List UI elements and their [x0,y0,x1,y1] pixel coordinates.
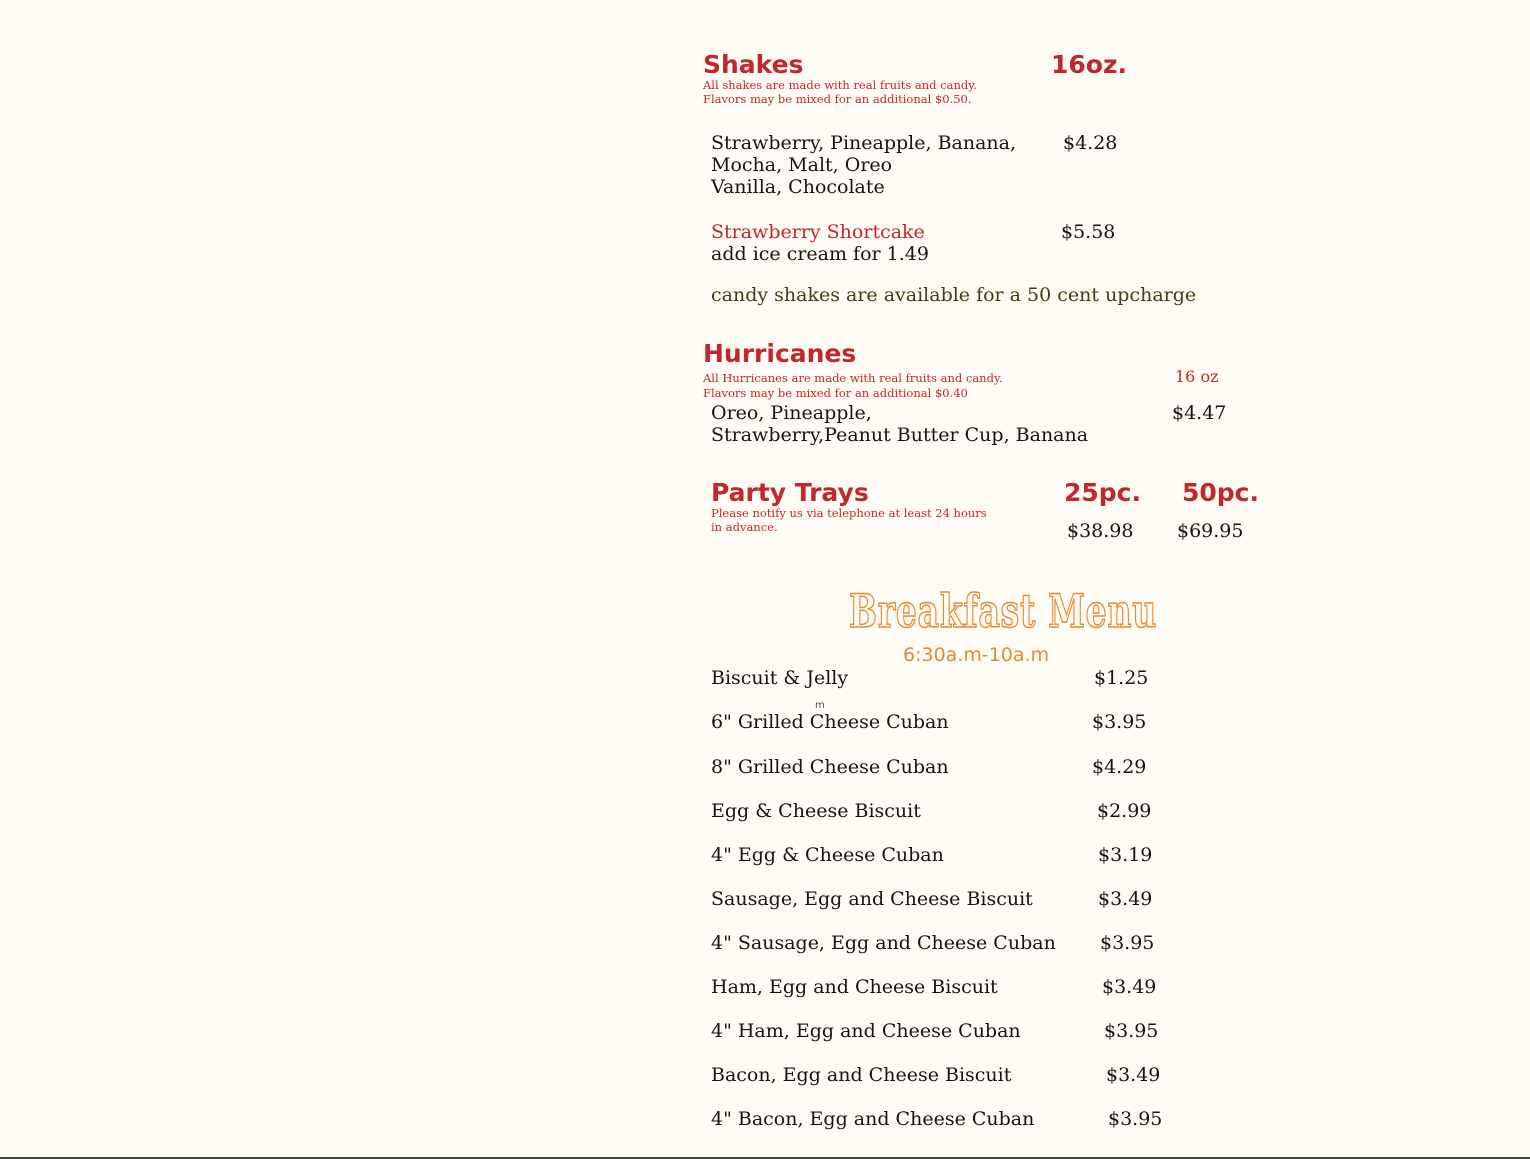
breakfast-item-price: $3.49 [1098,888,1153,910]
breakfast-item-price: $3.95 [1100,932,1155,954]
party-trays-heading: Party Trays [711,478,869,507]
breakfast-item-name: Ham, Egg and Cheese Biscuit [711,976,998,998]
breakfast-item-price: $3.19 [1098,844,1153,866]
breakfast-item-price: $3.95 [1108,1108,1163,1130]
breakfast-item-price: $1.25 [1094,667,1149,689]
hurricanes-flavor-line1: Oreo, Pineapple, [711,402,872,424]
party-trays-note-line2: in advance. [711,520,778,534]
party-trays-price-25: $38.98 [1067,520,1134,542]
hurricanes-size: 16 oz [1175,367,1219,386]
party-trays-size-50: 50pc. [1182,478,1260,507]
party-trays-size-25: 25pc. [1064,478,1142,507]
breakfast-item-name: Egg & Cheese Biscuit [711,800,921,822]
breakfast-item-price: $3.49 [1106,1064,1161,1086]
hurricanes-price: $4.47 [1172,402,1227,424]
hurricanes-note-line1: All Hurricanes are made with real fruits and candy. [703,371,1003,385]
breakfast-item-name: 8" Grilled Cheese Cuban [711,756,949,778]
hurricanes-heading: Hurricanes [703,339,857,368]
shakes-size: 16oz. [1051,50,1128,79]
breakfast-item-name: 4" Ham, Egg and Cheese Cuban [711,1020,1021,1042]
hurricanes-note-line2: Flavors may be mixed for an additional $0.40 [703,386,968,400]
shakes-note-line1: All shakes are made with real fruits and candy. [703,78,977,92]
breakfast-item-name: 4" Bacon, Egg and Cheese Cuban [711,1108,1035,1130]
shakes-note-line2: Flavors may be mixed for an additional $0.50. [703,92,972,106]
breakfast-item-price: $3.95 [1092,711,1147,733]
shakes-heading: Shakes [703,50,804,79]
shakes-flavor-line1: Strawberry, Pineapple, Banana, [711,132,1017,154]
breakfast-item-name: 4" Sausage, Egg and Cheese Cuban [711,932,1056,954]
breakfast-item-name: 4" Egg & Cheese Cuban [711,844,944,866]
breakfast-item-name: Bacon, Egg and Cheese Biscuit [711,1064,1012,1086]
hurricanes-flavor-line2: Strawberry,Peanut Butter Cup, Banana [711,424,1089,446]
shakes-candy-note: candy shakes are available for a 50 cent upcharge [711,284,1197,306]
party-trays-note-line1: Please notify us via telephone at least 24 hours [711,506,987,520]
breakfast-item-name: Sausage, Egg and Cheese Biscuit [711,888,1033,910]
breakfast-menu-title: Breakfast Menu [849,584,1158,638]
breakfast-item-price: $2.99 [1097,800,1152,822]
breakfast-item-price: $3.95 [1104,1020,1159,1042]
shakes-special-name: Strawberry Shortcake [711,221,925,243]
shakes-flavor-line2: Mocha, Malt, Oreo [711,154,893,176]
stray-mark: m [815,700,825,711]
breakfast-item-price: $4.29 [1092,756,1147,778]
party-trays-price-50: $69.95 [1177,520,1244,542]
breakfast-hours: 6:30a.m-10a.m [903,644,1050,666]
shakes-flavor-price: $4.28 [1063,132,1118,154]
breakfast-item-name: 6" Grilled Cheese Cuban [711,711,949,733]
breakfast-item-name: Biscuit & Jelly [711,667,849,689]
shakes-special-price: $5.58 [1061,221,1116,243]
breakfast-item-price: $3.49 [1102,976,1157,998]
shakes-flavor-line3: Vanilla, Chocolate [711,176,885,198]
shakes-special-note: add ice cream for 1.49 [711,243,929,265]
